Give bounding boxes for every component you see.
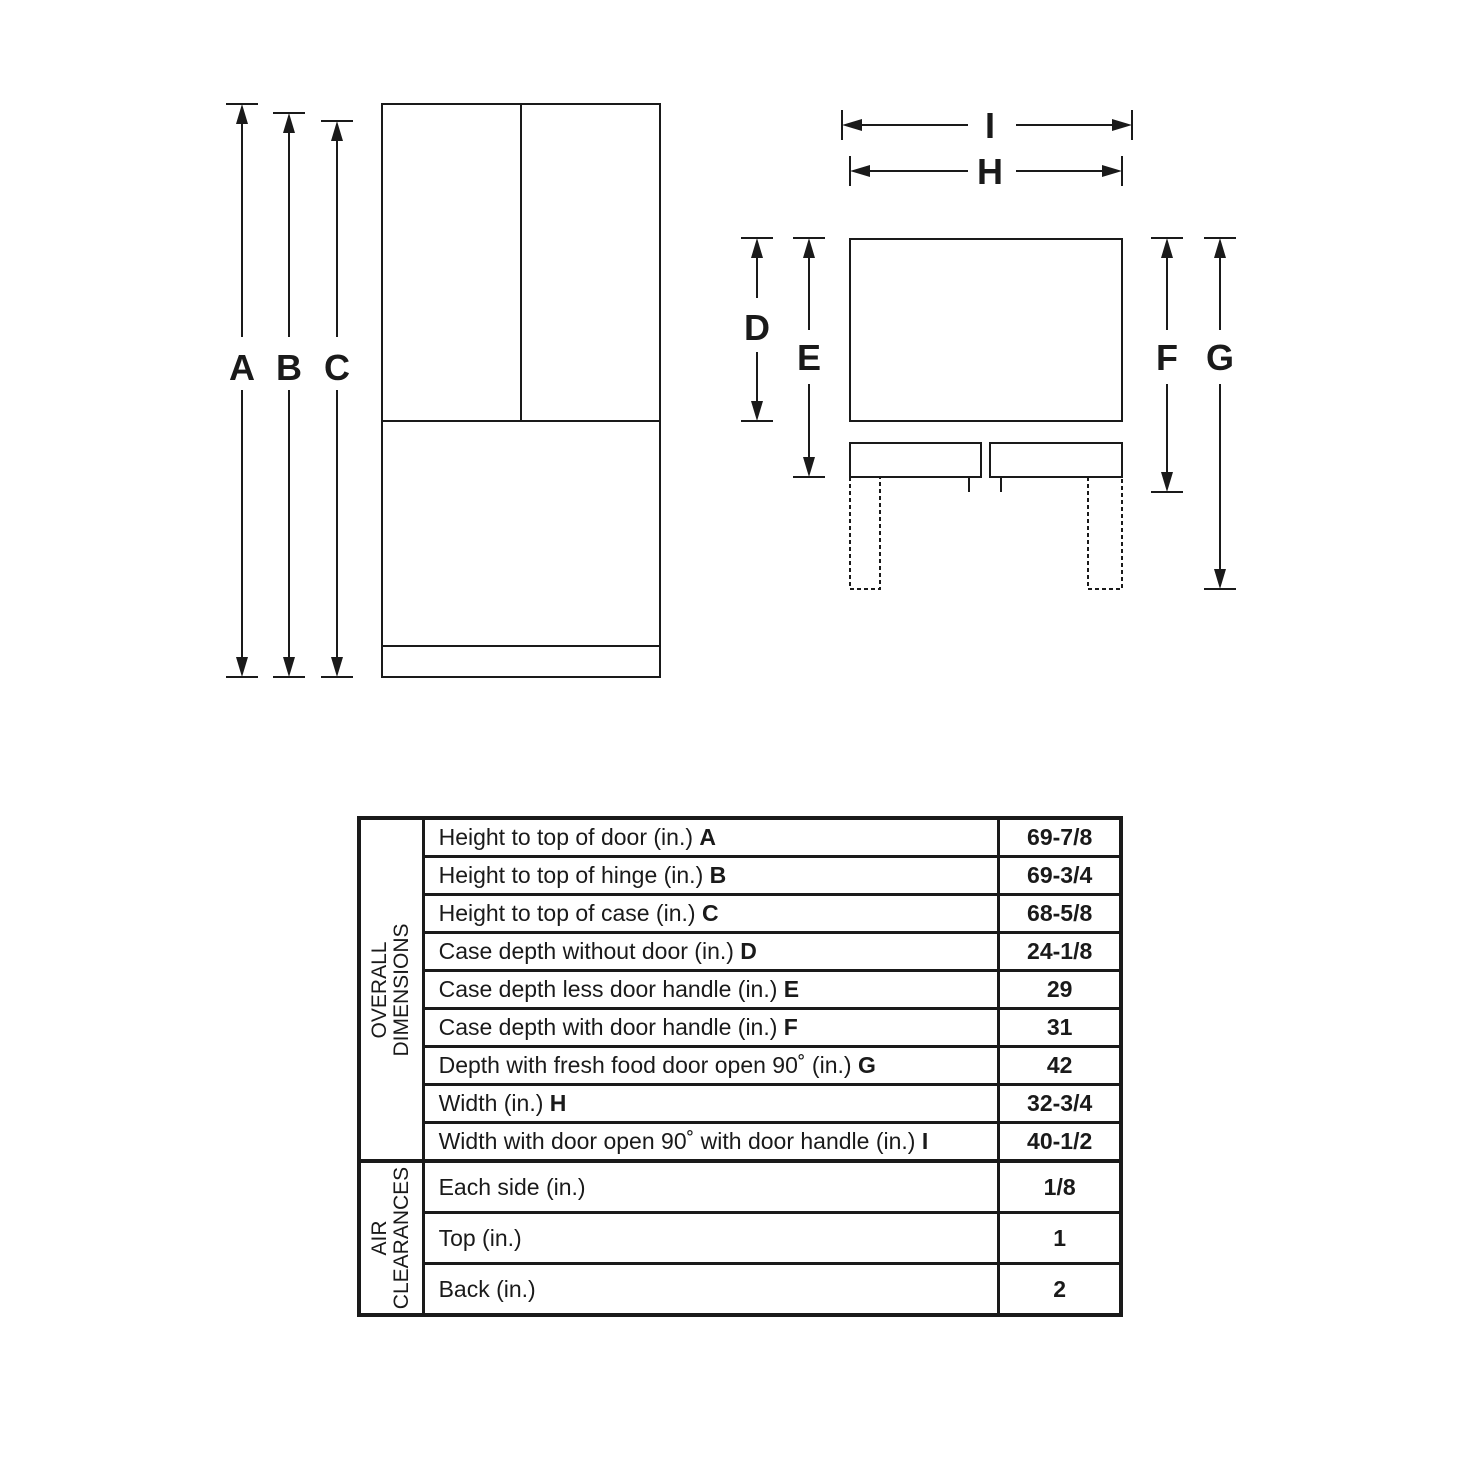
- row-value: 32-3/4: [999, 1085, 1121, 1123]
- table-row: [359, 857, 1121, 895]
- label-d: D: [744, 307, 770, 348]
- row-label: Back (in.): [423, 1264, 999, 1316]
- table-row: [359, 933, 1121, 971]
- label-f: F: [1156, 337, 1178, 378]
- group-label-line: OVERALL: [368, 941, 392, 1038]
- row-label: [423, 1009, 999, 1047]
- table-row: [359, 1213, 1121, 1264]
- row-label: Each side (in.): [423, 1161, 999, 1213]
- row-value: 69-3/4: [999, 857, 1121, 895]
- row-label-text: Width (in.): [438, 1090, 544, 1116]
- table-row: [359, 1123, 1121, 1162]
- row-letter: B: [709, 862, 727, 888]
- label-e: E: [796, 337, 822, 378]
- row-label: [423, 933, 999, 971]
- row-value: 69-7/8: [999, 818, 1121, 857]
- dimension-line-g: [1204, 238, 1236, 589]
- table-row: [359, 1264, 1121, 1316]
- table-row: [359, 1085, 1121, 1123]
- row-value: 68-5/8: [999, 895, 1121, 933]
- row-letter: H: [549, 1090, 567, 1116]
- row-label-text: Case depth less door handle (in.): [438, 976, 778, 1002]
- dimension-line-b: [273, 113, 305, 677]
- row-value: 24-1/8: [999, 933, 1121, 971]
- dimension-line-c: [321, 121, 353, 677]
- dimension-line-a: [226, 104, 258, 677]
- label-i: I: [984, 105, 996, 146]
- table-row: [359, 1009, 1121, 1047]
- row-value: 1: [999, 1213, 1121, 1264]
- overall-dimensions-group: [359, 818, 423, 1161]
- row-letter: F: [783, 1014, 798, 1040]
- row-label-text: Height to top of hinge (in.): [438, 862, 704, 888]
- row-letter: D: [740, 938, 757, 964]
- label-b: B: [276, 347, 302, 388]
- refrigerator-top-view: [850, 239, 1122, 589]
- row-label: [423, 818, 999, 857]
- row-letter: A: [699, 824, 717, 850]
- row-letter: I: [921, 1128, 929, 1154]
- row-label: [423, 971, 999, 1009]
- row-value: 2: [999, 1264, 1121, 1316]
- row-label: [423, 857, 999, 895]
- row-letter: G: [857, 1052, 876, 1078]
- row-label-text: Depth with fresh food door open 90˚ (in.): [438, 1052, 852, 1078]
- row-label-text: Case depth without door (in.): [438, 938, 734, 964]
- table-row: [359, 1161, 1121, 1213]
- row-letter: E: [783, 976, 800, 1002]
- row-label-text: Case depth with door handle (in.): [438, 1014, 778, 1040]
- label-g: G: [1205, 337, 1235, 378]
- table-row: [359, 895, 1121, 933]
- table-row: [359, 818, 1121, 857]
- row-value: 40-1/2: [999, 1123, 1121, 1162]
- row-label: [423, 1085, 999, 1123]
- row-letter: C: [701, 900, 719, 926]
- label-h: H: [977, 151, 1003, 192]
- row-value: 42: [999, 1047, 1121, 1085]
- dimensions-table: [357, 816, 1123, 1317]
- row-label: Top (in.): [423, 1213, 999, 1264]
- row-value: 31: [999, 1009, 1121, 1047]
- group-label-line: DIMENSIONS: [390, 922, 414, 1057]
- air-clearances-group: [359, 1161, 423, 1315]
- label-c: C: [324, 347, 350, 388]
- row-label-text: Width with door open 90˚ with door handle (in.): [438, 1128, 916, 1154]
- row-label-text: Height to top of door (in.): [438, 824, 693, 850]
- refrigerator-front-view: [382, 104, 660, 677]
- table-row: [359, 1047, 1121, 1085]
- row-value: 29: [999, 971, 1121, 1009]
- row-label: [423, 895, 999, 933]
- label-a: A: [229, 347, 255, 388]
- group-label-line: AIR: [368, 1220, 392, 1256]
- row-label: [423, 1047, 999, 1085]
- group-label-line: CLEARANCES: [390, 1166, 414, 1310]
- row-value: 1/8: [999, 1161, 1121, 1213]
- arrowheads: [236, 104, 1226, 677]
- row-label: [423, 1123, 999, 1162]
- row-label-text: Height to top of case (in.): [438, 900, 696, 926]
- table-row: [359, 971, 1121, 1009]
